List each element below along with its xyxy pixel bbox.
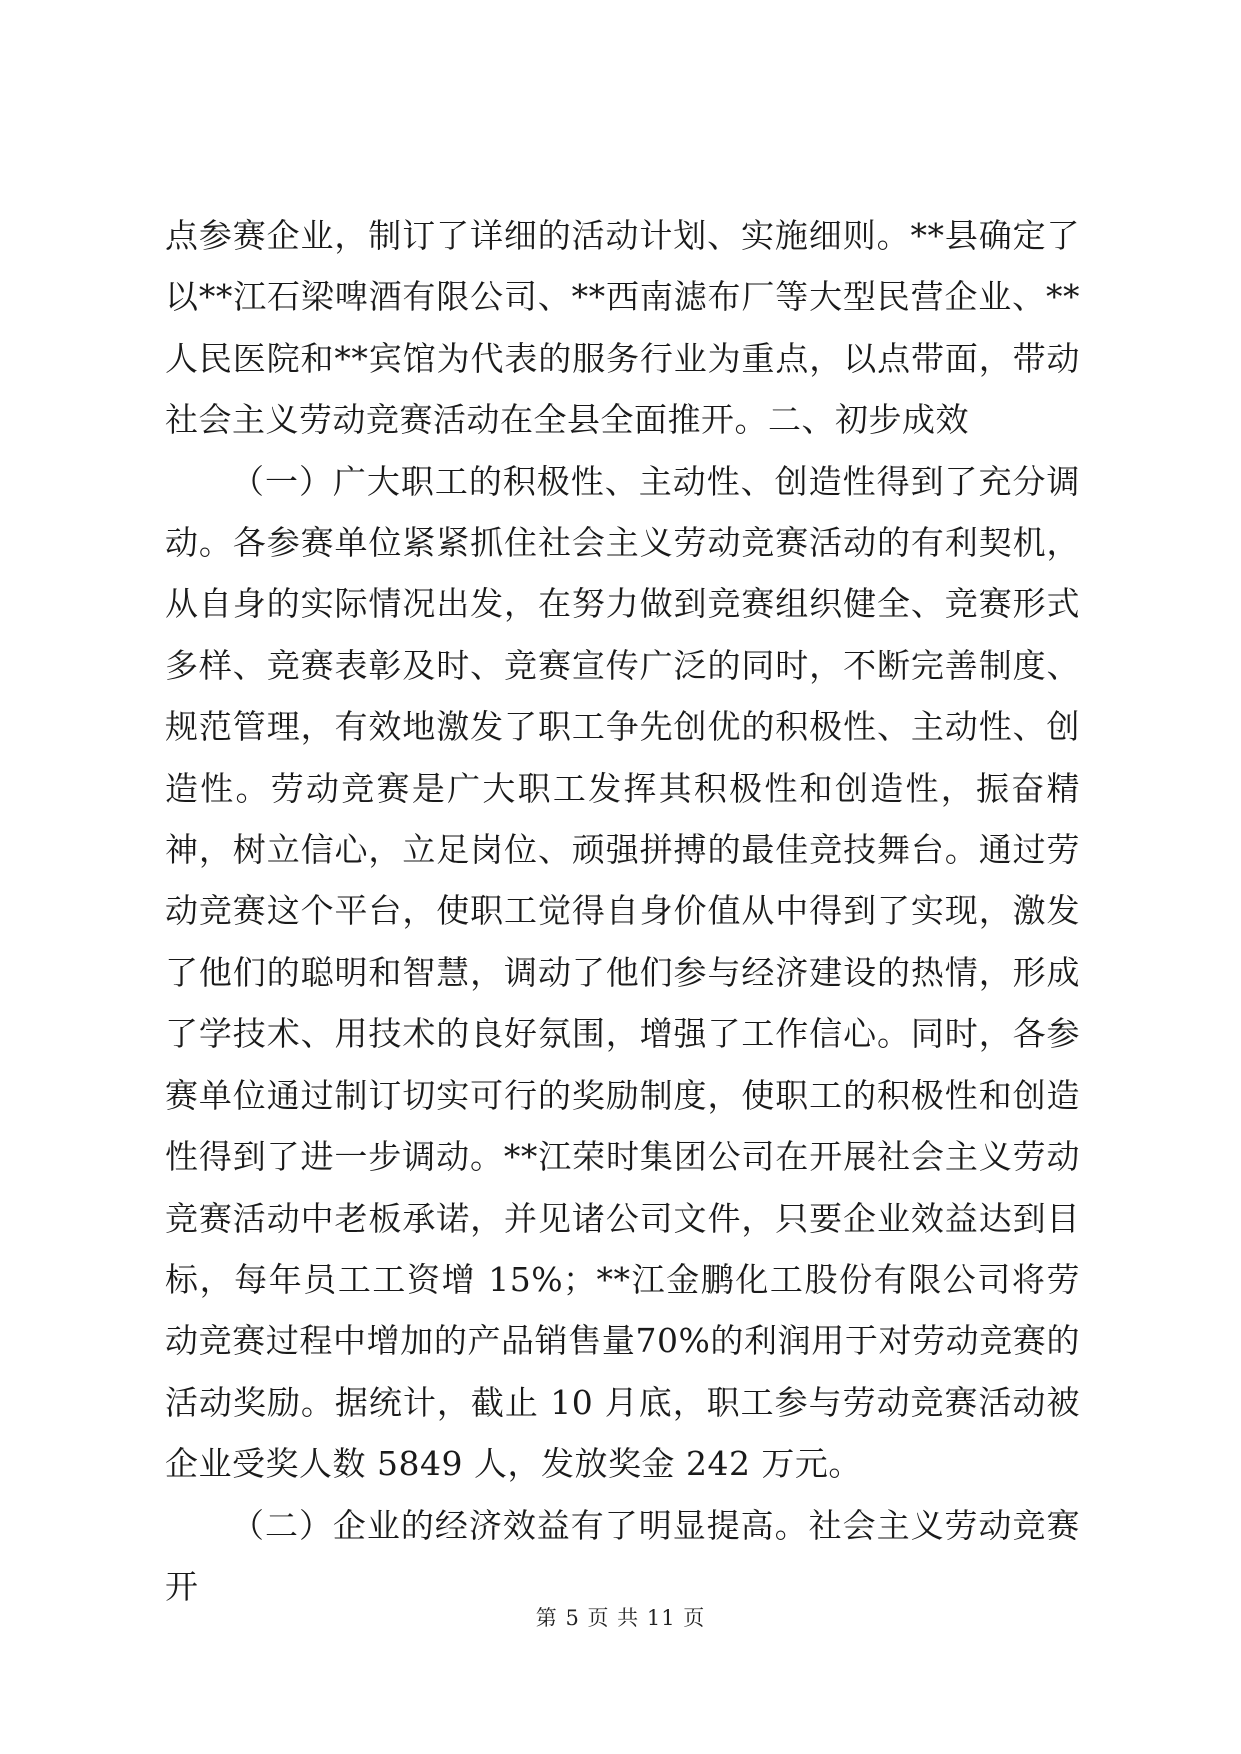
paragraph-1: 点参赛企业，制订了详细的活动计划、实施细则。**县确定了以**江石梁啤酒有限公司、**西南滤布厂等大型民营企业、**人民医院和**宾馆为代表的服务行业为重点，以点带面，带动社会主义劳动竞赛活动在全县全面推开。二、初步成效 bbox=[165, 216, 1080, 440]
page-footer: 第 5 页 共 11 页 bbox=[535, 1606, 706, 1630]
paragraph-2: （一）广大职工的积极性、主动性、创造性得到了充分调动。各参赛单位紧紧抓住社会主义劳动竞赛活动的有利契机，从自身的实际情况出发，在努力做到竞赛组织健全、竞赛形式多样、竞赛表彰及时、竞赛宣传广泛的同时，不断完善制度、规范管理，有效地激发了职工争先创优的积极性、主动性、创造性。劳动竞赛是广大职工发挥其积极性和创造性，振奋精神，树立信心，立足岗位、顽强拼搏的最佳竞技舞台。通过劳动竞赛这个平台，使职工觉得自身价值从中得到了实现，激发了他们的聪明和智慧，调动了他们参与经济建设的热情，形成了学技术、用技术的良好氛围，增强了工作信心。同时，各参赛单位通过制订切实可行的奖励制度，使职工的积极性和创造性得到了进一步调动。**江荣时集团公司在开展社会主义劳动竞赛活动中老板承诺，并见诸公司文件，只要企业效益达到目标，每年员工工资增 15%；**江金鹏化工股份有限公司将劳动竞赛过程中增加的产品销售量70%的利润用于对劳动竞赛的活动奖励。据统计，截止 10 月底，职工参与劳动竞赛活动被企业受奖人数 5849 人，发放奖金 242 万元。 bbox=[165, 461, 1080, 1484]
document-body bbox=[165, 205, 1080, 1617]
paragraph-3: （二）企业的经济效益有了明显提高。社会主义劳动竞赛开 bbox=[165, 1505, 1080, 1606]
